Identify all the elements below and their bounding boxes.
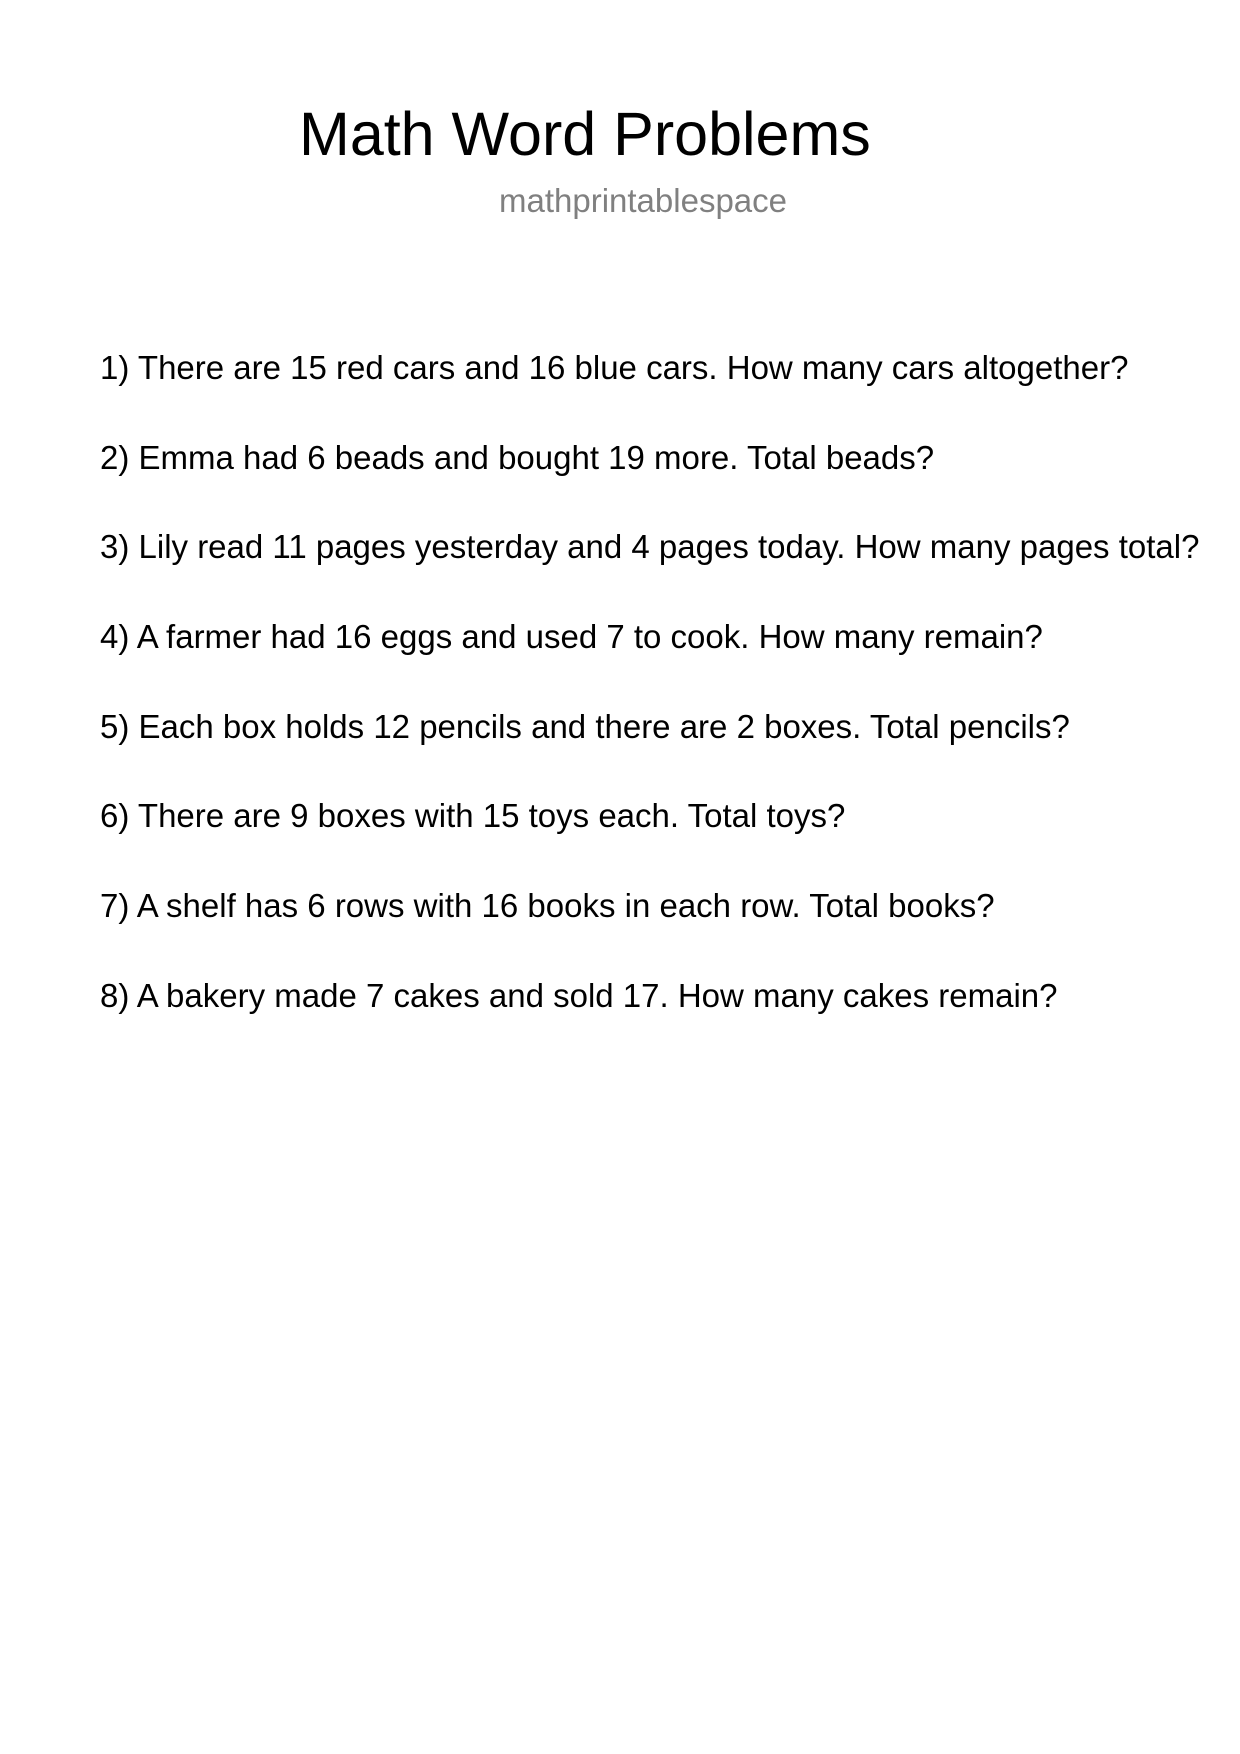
problem-item: 8) A bakery made 7 cakes and sold 17. How many cakes remain? bbox=[100, 976, 1058, 1014]
problem-item: 1) There are 15 red cars and 16 blue cars. How many cars altogether? bbox=[100, 349, 1129, 386]
problem-item: 6) There are 9 boxes with 15 toys each. Total toys? bbox=[100, 797, 846, 835]
page-subtitle: mathprintablespace bbox=[499, 182, 788, 219]
problem-item: 2) Emma had 6 beads and bought 19 more. Total beads? bbox=[100, 438, 935, 476]
problem-item: 4) A farmer had 16 eggs and used 7 to cook. How many remain? bbox=[100, 618, 1043, 656]
problem-item: 3) Lily read 11 pages yesterday and 4 pages today. How many pages total? bbox=[100, 528, 1200, 566]
problem-item: 5) Each box holds 12 pencils and there are 2 boxes. Total pencils? bbox=[100, 707, 1070, 745]
page-title: Math Word Problems bbox=[299, 100, 871, 168]
problem-item: 7) A shelf has 6 rows with 16 books in each row. Total books? bbox=[100, 887, 995, 925]
problem-list bbox=[100, 348, 1240, 1066]
